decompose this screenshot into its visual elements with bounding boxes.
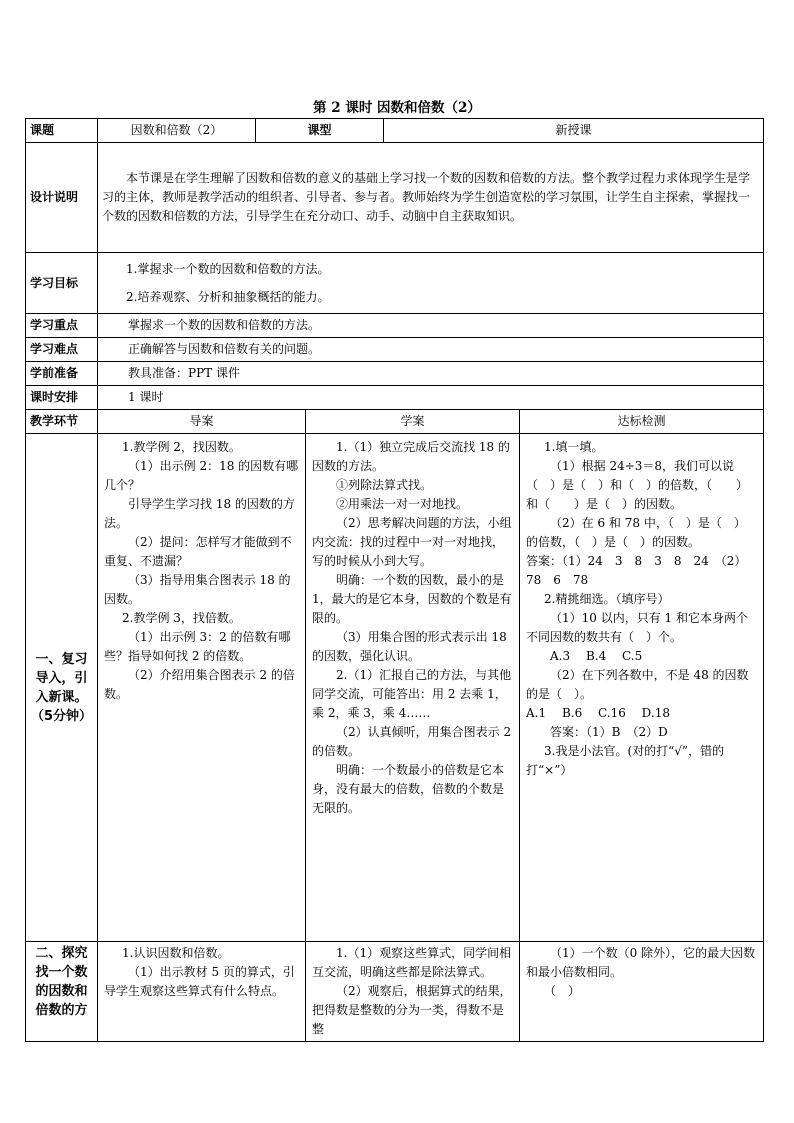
col-guide: 导案 (98, 410, 306, 434)
guide-line: 2.教学例 3，找倍数。 (122, 611, 241, 625)
key-label: 学习重点 (26, 314, 98, 338)
difficulty-row (26, 338, 764, 362)
check-line: （1）一个数（0 除外），它的最大因数和最小倍数相同。 (526, 946, 756, 979)
guide-line: 引导学生学习找 18 的因数的方法。 (104, 497, 295, 530)
goal-item: 2.培养观察、分析和抽象概括的能力。 (126, 290, 330, 304)
guide-line: 1.教学例 2，找因数。 (122, 440, 241, 454)
goals-label: 学习目标 (26, 253, 98, 314)
guide-line: 1.认识因数和倍数。 (122, 946, 230, 960)
section2-row (26, 942, 764, 1042)
study-line: 明确：一个数的因数，最小的是 1，最大的是它本身，因数的个数是有限的。 (312, 573, 512, 625)
study-line: 1.（1）独立完成后交流找 18 的因数的方法。 (312, 440, 510, 473)
check-line: 3.我是小法官。(对的打“√”，错的打“×”） (526, 744, 725, 777)
prep-row (26, 362, 764, 386)
page-title: 第 2 课时 因数和倍数（2） (313, 100, 481, 116)
study-line: （2）观察后，根据算式的结果，把得数是整数的分为一类，得数不是整 (312, 984, 512, 1036)
section1-check (520, 434, 764, 942)
check-line: （1）根据 24÷3＝8，我们可以说（ ）是（ ）和（ ）的倍数，（ ）和（ ）是（ ）的因数。 (526, 459, 749, 511)
guide-line: （1）出示例 3：2 的倍数有哪些？指导如何找 2 的倍数。 (104, 630, 291, 663)
section1-guide (98, 434, 306, 942)
study-line: 明确：一个数最小的倍数是它本身，没有最大的倍数，倍数的个数是无限的。 (312, 763, 505, 815)
difficulty-text: 正确解答与因数和倍数有关的问题。 (98, 338, 764, 362)
header-row (26, 119, 764, 143)
section1-row (26, 434, 764, 942)
check-line: （2）在 6 和 78 中，（ ）是（ ）的倍数，（ ）是（ ）的因数。 (526, 516, 746, 549)
goals-row (26, 253, 764, 314)
design-text: 本节课是在学生理解了因数和倍数的意义的基础上学习找一个数的因数和倍数的方法。整个教学过程力求体现学生是学习的主体，教师是教学活动的组织者、引导者、参与者。教师始终为学生创造宽松的学习氛围，让学生自主探索，掌握找一个数的因数和倍数的方法，引导学生在充分动口、动手、动脑中自主获取知识。 (98, 143, 764, 253)
guide-line: （1）出示例 2：18 的因数有哪几个？ (104, 459, 299, 492)
study-line: （2）认真倾听，用集合图表示 2 的倍数。 (312, 725, 512, 758)
guide-line: （3）指导用集合图表示 18 的因数。 (104, 573, 291, 606)
study-line: 1.（1）观察这些算式，同学间相互交流，明确这些都是除法算式。 (312, 946, 512, 979)
guide-line: （2）介绍用集合图表示 2 的倍数。 (104, 668, 295, 701)
type-label: 课型 (256, 119, 384, 143)
goals-list (98, 253, 764, 314)
schedule-row (26, 386, 764, 410)
type-value: 新授课 (384, 119, 764, 143)
check-line: 答案：（1）B （2）D (550, 725, 668, 739)
difficulty-label: 学习难点 (26, 338, 98, 362)
col-check: 达标检测 (520, 410, 764, 434)
check-line: （2）在下列各数中，不是 48 的因数的是（ ）。 (526, 668, 749, 701)
topic-label: 课题 (26, 119, 98, 143)
lesson-plan-table (25, 118, 764, 1042)
prep-label: 学前准备 (26, 362, 98, 386)
study-line: 2.（1）汇报自己的方法，与其他同学交流，可能答出：用 2 去乘 1，乘 2，乘 3，乘 4…… (312, 668, 512, 720)
check-line: 1.填一填。 (544, 440, 604, 454)
section2-check (520, 942, 764, 1042)
topic-value: 因数和倍数（2） (98, 119, 256, 143)
goal-item: 1.掌握求一个数的因数和倍数的方法。 (126, 262, 330, 276)
check-line: A.1 B.6 C.16 D.18 (526, 706, 670, 720)
section1-stage: 一、复习导入，引入新课。（5分钟） (26, 434, 98, 942)
check-line: 答案：（1）24 3 8 3 8 24 （2）78 6 78 (526, 554, 747, 587)
study-line: （2）思考解决问题的方法，小组内交流：找的过程中一对一对地找，写的时候从小到大写。 (312, 516, 512, 568)
prep-text: 教具准备：PPT 课件 (98, 362, 764, 386)
col-study: 学案 (306, 410, 520, 434)
key-row (26, 314, 764, 338)
check-line: （1）10 以内，只有 1 和它本身两个不同因数的数共有（ ）个。 (526, 611, 748, 644)
schedule-text: 1 课时 (98, 386, 764, 410)
guide-line: （2）提问：怎样写才能做到不重复、不遗漏？ (104, 535, 292, 568)
col-stage: 教学环节 (26, 410, 98, 434)
study-line: ①列除法算式找。 (336, 478, 433, 492)
guide-line: （1）出示教材 5 页的算式，引导学生观察这些算式有什么特点。 (104, 965, 295, 998)
study-line: ②用乘法一对一对地找。 (336, 497, 469, 511)
section2-guide (98, 942, 306, 1042)
study-line: （3）用集合图的形式表示出 18 的因数，强化认识。 (312, 630, 507, 663)
design-label: 设计说明 (26, 143, 98, 253)
section2-study (306, 942, 520, 1042)
section2-stage: 二、探究找一个数的因数和倍数的方 (26, 942, 98, 1042)
schedule-label: 课时安排 (26, 386, 98, 410)
check-line: （ ） (544, 984, 581, 998)
column-header-row (26, 410, 764, 434)
check-line: 2.精挑细选。（填序号） (544, 592, 670, 606)
design-row (26, 143, 764, 253)
check-line: A.3 B.4 C.5 (550, 649, 643, 663)
section1-study (306, 434, 520, 942)
key-text: 掌握求一个数的因数和倍数的方法。 (98, 314, 764, 338)
